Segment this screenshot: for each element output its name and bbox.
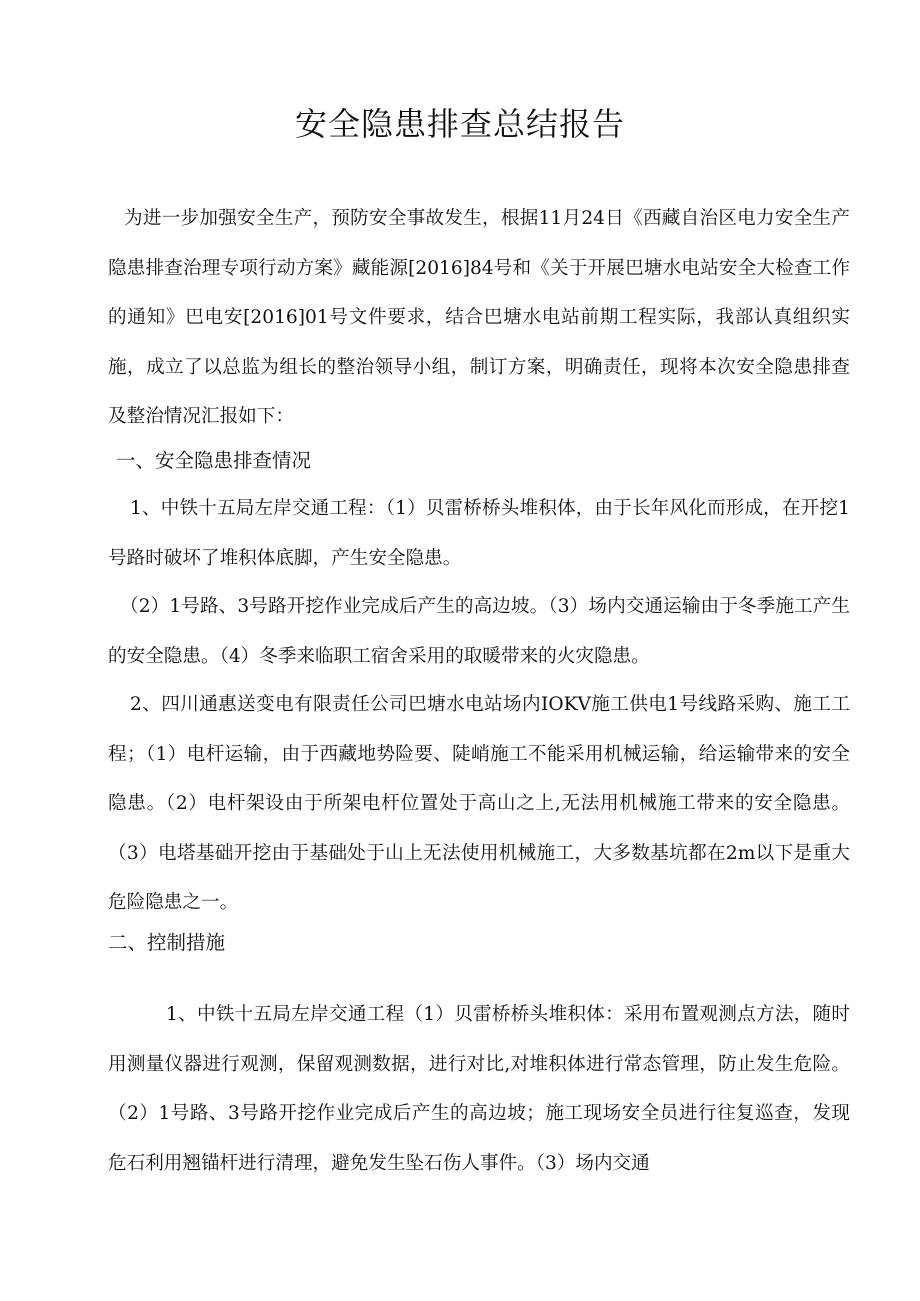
section-two-heading: 二、控制措施 [108, 931, 226, 954]
document-title: 安全隐患排查总结报告 [294, 105, 625, 143]
intro-paragraph: 为进一步加强安全生产，预防安全事故发生，根据11月24日《西藏自治区电力安全生产隐患排查治理专项行动方案》藏能源[2016]84号和《关于开展巴塘水电站安全大检查工作的通知》巴电安[2016]01号文件要求，结合巴塘水电站前期工程实际，我部认真组织实施，成立了以总监为组长的整治领导小组，制订方案，明确责任，现将本次安全隐患排查及整治情况汇报如下： [108, 208, 850, 428]
section-one-item-2: 2、四川通惠送变电有限责任公司巴塘水电站场内IOKV施工供电1号线路采购、施工工程；（1）电杆运输，由于西藏地势险要、陡峭施工不能采用机械运输，给运输带来的安全隐患。（2）电杆架设由于所架电杆位置处于高山之上,无法用机械施工带来的安全隐患。（3）电塔基础开挖由于基础处于山上无法使用机械施工，大多数基坑都在2m以下是重大危险隐患之一。 [108, 694, 850, 914]
section-one-item-1-continued: （2）1号路、3号路开挖作业完成后产生的高边坡。（3）场内交通运输由于冬季施工产生的安全隐患。（4）冬季来临职工宿舍采用的取暖带来的火灾隐患。 [108, 596, 850, 667]
section-two-item-1: 1、中铁十五局左岸交通工程（1）贝雷桥桥头堆积体：采用布置观测点方法，随时用测量仪器进行观测，保留观测数据，进行对比,对堆积体进行常态管理，防止发生危险。（2）1号路、3号路开挖作业完成后产生的高边坡；施工现场安全员进行往复巡查，发现危石利用翘锚杆进行清理，避免发生坠石伤人事件。（3）场内交通 [108, 1004, 850, 1174]
section-one-heading: 一、安全隐患排查情况 [116, 449, 312, 472]
section-one-item-1: 1、中铁十五局左岸交通工程：（1）贝雷桥桥头堆积体，由于长年风化而形成，在开挖1号路时破坏了堆积体底脚，产生安全隐患。 [108, 498, 850, 569]
